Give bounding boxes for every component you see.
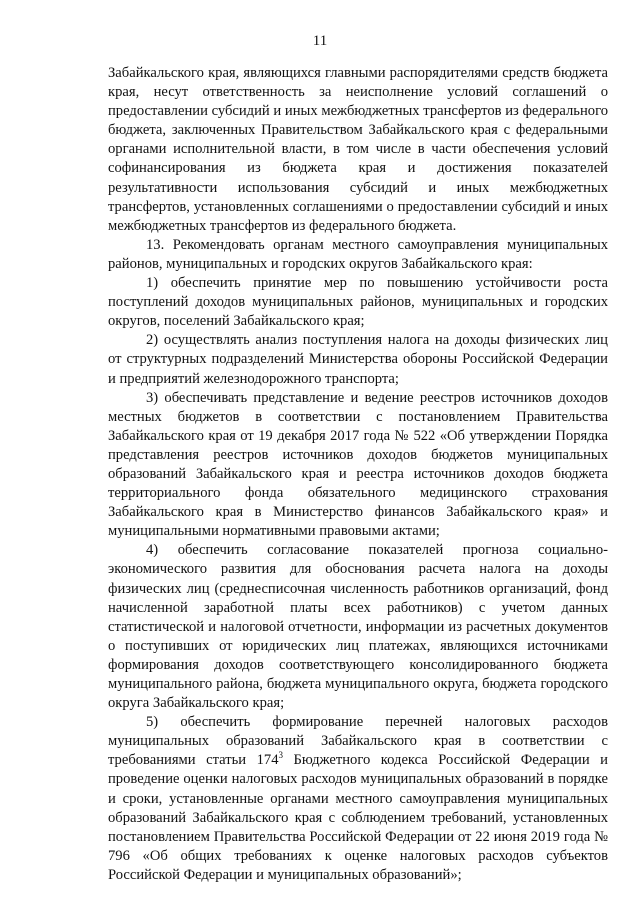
document-body xyxy=(108,64,608,885)
article-superscript: 3 xyxy=(278,750,284,761)
paragraph-subitem-4: 4) обеспечить согласование показателей прогноза социально-экономического развития для обоснования расчета налога на доходы физических лиц (среднесписочная численность работников организаций, фонд начисленной заработной платы всех работников) с учетом данных статистической и налоговой отчетности, информации из расчетных документов о поступивших от юридических лиц платежах, являющихся источниками формирования доходов соответствующего консолидированного бюджета муниципального района, бюджета муниципального округа, бюджета городского округа Забайкальского края; xyxy=(108,542,608,712)
page-number: 11 xyxy=(312,33,328,49)
paragraph-subitem-2: 2) осуществлять анализ поступления налога на доходы физических лиц от структурных подразделений Министерства обороны Российской Федерации и предприятий железнодорожного транспорта; xyxy=(108,332,608,387)
paragraph-subitem-5 xyxy=(108,713,608,885)
paragraph-subitem-1: 1) обеспечить принятие мер по повышению устойчивости роста поступлений доходов муниципальных районов, муниципальных и городских округов, поселений Забайкальского края; xyxy=(108,275,608,330)
paragraph-subitem-3: 3) обеспечивать представление и ведение реестров источников доходов местных бюджетов в соответствии с постановлением Правительства Забайкальского края от 19 декабря 2017 года № 522 «Об утверждении Порядка представления реестров источников доходов бюджетов муниципальных образований Забайкальского края и реестра источников доходов бюджета территориального фонда обязательного медицинского страхования Забайкальского края в Министерство финансов Забайкальского края» и муниципальными нормативными правовыми актами; xyxy=(108,389,608,540)
paragraph-item-13: 13. Рекомендовать органам местного самоуправления муниципальных районов, муниципальных и городских округов Забайкальского края: xyxy=(108,236,608,272)
subitem-5-text-end: Бюджетного кодекса Российской Федерации и проведение оценки налоговых расходов муниципальных образований в порядке и сроки, установленные органами местного самоуправления муниципальных образований Забайкальского края с соблюдением требований, установленных постановлением Правительства Российской Федерации от 22 июня 2019 года № 796 «Об общих требованиях к оценке налоговых расходов субъектов Российской Федерации и муниципальных образований»; xyxy=(108,752,608,883)
subitem-5-text-start: 5) обеспечить формирование перечней налоговых расходов муниципальных образований Забайкальского края в соответствии с требованиями статьи 174 xyxy=(108,714,608,769)
paragraph-continuation: Забайкальского края, являющихся главными распорядителями средств бюджета края, несут ответственность за неисполнение условий соглашений о предоставлении субсидий и иных межбюджетных трансфертов из федерального бюджета, заключенных Правительством Забайкальского края с федеральными органами исполнительной власти, в том числе в части обеспечения условий софинансирования из бюджета края и достижения показателей результативности использования субсидий и иных межбюджетных трансфертов, установленных соглашениями о предоставлении субсидий и иных межбюджетных трансфертов из федерального бюджета. xyxy=(108,65,608,234)
